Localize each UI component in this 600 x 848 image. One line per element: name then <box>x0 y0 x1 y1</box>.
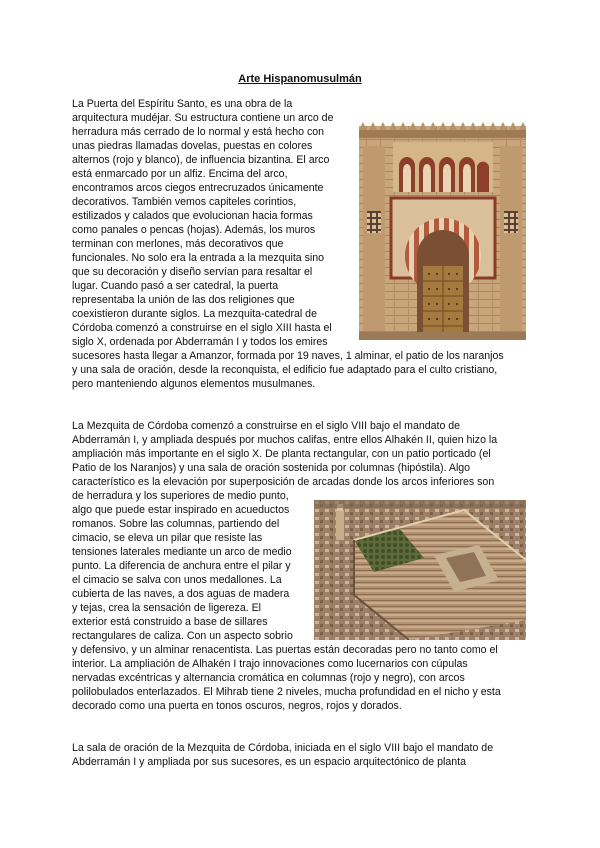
text-line: La Mezquita de Córdoba comenzó a construirse en el siglo VIII bajo el mandato de <box>72 420 461 432</box>
mezquita-aerial-photo <box>314 500 526 640</box>
text-line: rectangulares de caliza. Con un aspecto sobrio <box>72 630 293 642</box>
text-line: de herradura y los superiores de medio punto, <box>72 490 289 502</box>
text-line: algo que puede estar inspirado en acueductos <box>72 504 290 516</box>
text-line: terminan con merlones, más decorativos que <box>72 238 284 250</box>
text-line: funcionales. No solo era la entrada a la mezquita sino <box>72 252 325 264</box>
text-line: exterior está construido a base de sillares <box>72 616 268 628</box>
text-line: alternos (rojo y blanco), de influencia bizantina. El arco <box>72 154 330 166</box>
text-line: y tejas, crea la sensación de ligereza. El <box>72 602 262 614</box>
text-line: Patio de los Naranjos) y una sala de oración sostenida por columnas (hipóstila). Algo <box>72 462 471 474</box>
text-line: Abderramán I y ampliada por sus sucesores, es un espacio arquitectónico de planta <box>72 756 466 768</box>
puerta-espiritu-santo-photo <box>359 116 526 340</box>
text-line: y una sala de oración, desde la reconquista, el edificio fue adaptado para el culto cristiano, <box>72 364 498 376</box>
text-line: y defensivo, y un alminar renacentista. Las puertas están decoradas pero no tanto como el <box>72 644 498 656</box>
text-line: estilizados y calados que evolucionan hacia formas <box>72 210 313 222</box>
text-line: ampliación más importante en el siglo X. De planta rectangular, con un patio porticado (el <box>72 448 491 460</box>
text-line: está enmarcado por un alfiz. Encima del arco, <box>72 168 288 180</box>
text-line: siglo X, ordenada por Abderramán I y todos los emires <box>72 336 328 348</box>
text-line: sucesores hasta llegar a Amanzor, formada por 19 naves, 1 alminar, el patio de los naranjos <box>72 350 504 362</box>
text-line: herradura más cerrado de lo normal y está hecho con <box>72 126 325 138</box>
text-line: cubierta de las naves, a dos aguas de madera <box>72 588 290 600</box>
text-line: nervadas excéntricas y alternancia cromática en columnas (rojo y negro), con arcos <box>72 672 465 684</box>
text-line: romanos. Sobre las columnas, partiendo del <box>72 518 280 530</box>
text-line: decorado como una puerta en tonos oscuros, negros, rojos y dorados. <box>72 700 402 712</box>
text-line: característico es la elevación por superposición de arcadas donde los arcos inferiores son <box>72 476 495 488</box>
text-line: cimacio, se eleva un pilar que resiste las <box>72 532 263 544</box>
text-line: Córdoba comenzó a construirse en el siglo XIII hasta el <box>72 322 332 334</box>
text-line: La Puerta del Espíritu Santo, es una obra de la <box>72 98 293 110</box>
text-line: encontramos arcos ciegos entrecruzados únicamente <box>72 182 324 194</box>
text-line: coexistieron durante siglos. La mezquita-catedral de <box>72 308 317 320</box>
text-line: polilobulados enterlazados. El Mihrab tiene 2 niveles, mucha profundidad en el nicho y esta <box>72 686 501 698</box>
text-line: decorativos. También vemos capiteles corintios, <box>72 196 297 208</box>
text-line: representaba la unión de las dos religiones que <box>72 294 295 306</box>
text-line: lugar. Cuando pasó a ser catedral, la puerta <box>72 280 279 292</box>
text-line: el cimacio se salva con unos medallones. La <box>72 574 282 586</box>
text-line: La sala de oración de la Mezquita de Córdoba, iniciada en el siglo VIII bajo el mandato de <box>72 742 494 754</box>
text-line: que su decoración y diseño servían para resaltar el <box>72 266 313 278</box>
page-title: Arte Hispanomusulmán <box>238 73 362 85</box>
text-line: punto. La diferencia de anchura entre el pilar y <box>72 560 291 572</box>
text-line: tensiones laterales mediante un arco de medio <box>72 546 292 558</box>
text-line: arquitectura mudéjar. Su estructura contiene un arco de <box>72 112 334 124</box>
text-line: interior. La ampliación de Alhakén I trajo innovaciones como lucernarios con cúpulas <box>72 658 468 670</box>
text-line: como panales o pencas (hojas). Además, los muros <box>72 224 316 236</box>
text-line: Abderramán I, y ampliada después por muchos califas, entre ellos Alhakén II, quien hizo la <box>72 434 498 446</box>
text-line: unas piedras llamadas dovelas, puestas en colores <box>72 140 313 152</box>
text-line: pero manteniendo algunos elementos musulmanes. <box>72 378 316 390</box>
